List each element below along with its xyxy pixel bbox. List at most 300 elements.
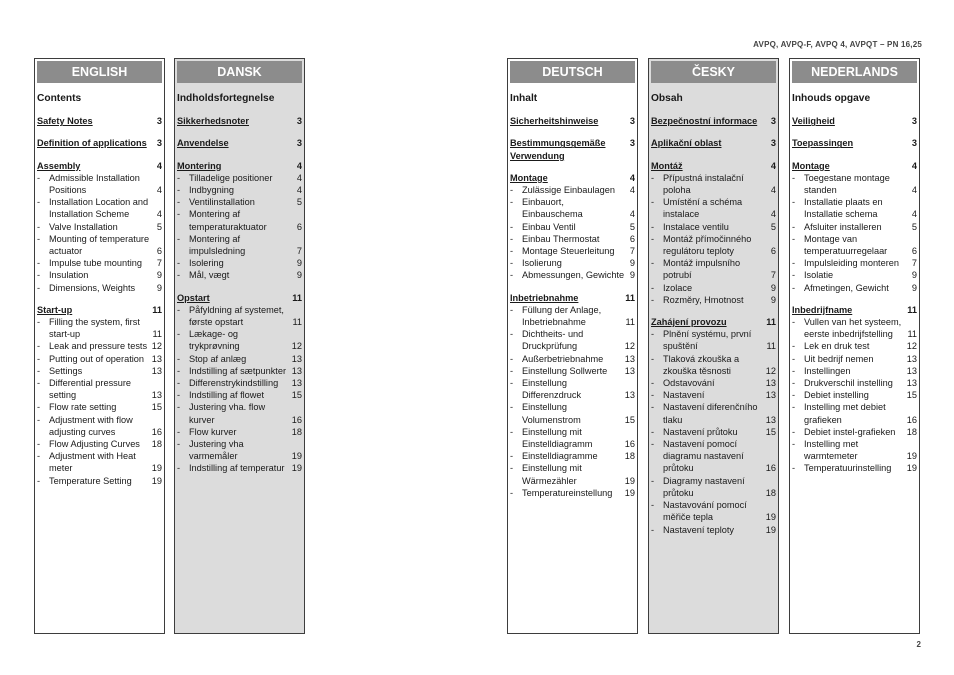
list-dash: -	[792, 317, 796, 328]
column-body	[175, 83, 304, 475]
toc-column-dansk	[174, 58, 305, 634]
toc-section	[37, 304, 162, 316]
column-heading: DEUTSCH	[510, 61, 635, 83]
column-body	[649, 83, 778, 536]
toc-item-page: 19	[624, 475, 635, 486]
toc-item-label: Impulsleiding monteren	[804, 258, 899, 269]
list-dash: -	[510, 270, 514, 281]
list-dash: -	[510, 426, 514, 437]
toc-column-nederlands	[789, 58, 920, 634]
toc-item-page: 12	[291, 341, 302, 352]
toc-item-label: Filling the system, first start-up	[49, 317, 140, 340]
toc-item	[792, 196, 917, 220]
toc-item	[792, 340, 917, 352]
list-dash: -	[510, 378, 514, 389]
list-dash: -	[177, 209, 181, 220]
list-dash: -	[37, 341, 41, 352]
page-number: 2	[916, 640, 921, 649]
list-dash: -	[651, 294, 655, 305]
toc-item	[651, 328, 776, 352]
list-dash: -	[37, 353, 41, 364]
toc-item-page: 13	[151, 365, 162, 376]
toc-item-label: Izolace	[663, 282, 693, 293]
section-spacer	[792, 127, 917, 137]
list-dash: -	[177, 304, 181, 315]
toc-section	[792, 115, 917, 127]
toc-section-page: 11	[292, 292, 302, 303]
toc-item-page: 12	[151, 341, 162, 352]
toc-section-page: 3	[156, 116, 162, 127]
toc-item-label: Einbau Ventil	[522, 221, 576, 232]
list-dash: -	[37, 258, 41, 269]
list-dash: -	[651, 329, 655, 340]
toc-section	[177, 160, 302, 172]
toc-item-label: Tilladelige positioner	[189, 172, 273, 183]
column-body	[790, 83, 919, 475]
toc-section-page: 11	[766, 317, 776, 328]
toc-item-label: Isolierung	[522, 258, 562, 269]
toc-item	[177, 353, 302, 365]
toc-section-label: Assembly	[37, 160, 81, 171]
toc-item-label: Plnění systému, první spuštění	[663, 329, 752, 352]
toc-item-label: Einstellung mit Wärmezähler	[522, 463, 582, 486]
list-dash: -	[510, 304, 514, 315]
toc-item-label: Mounting of temperature actuator	[49, 233, 150, 257]
list-dash: -	[651, 500, 655, 511]
list-dash: -	[651, 258, 655, 269]
toc-item-page: 11	[907, 329, 917, 340]
toc-item-page: 4	[629, 185, 635, 196]
toc-item-page: 4	[770, 185, 776, 196]
toc-item-page: 4	[629, 209, 635, 220]
list-dash: -	[510, 246, 514, 257]
list-dash: -	[792, 221, 796, 232]
list-dash: -	[177, 233, 181, 244]
toc-item-page: 11	[625, 317, 635, 328]
toc-item-page: 16	[291, 414, 302, 425]
toc-item-label: Abmessungen, Gewichte	[522, 270, 625, 281]
list-dash: -	[37, 317, 41, 328]
toc-section-label: Montage	[792, 160, 830, 171]
list-dash: -	[177, 365, 181, 376]
list-dash: -	[177, 390, 181, 401]
toc-item	[792, 233, 917, 257]
toc-item	[651, 294, 776, 306]
toc-item	[651, 353, 776, 377]
list-dash: -	[510, 402, 514, 413]
toc-item	[510, 221, 635, 233]
toc-item	[177, 389, 302, 401]
toc-item-page: 7	[296, 246, 302, 257]
toc-item-page: 9	[296, 258, 302, 269]
toc-item-label: Instellingen	[804, 365, 851, 376]
toc-item-label: Ventilinstallation	[189, 197, 255, 208]
toc-item	[651, 475, 776, 499]
toc-item-page: 5	[296, 197, 302, 208]
toc-item	[510, 401, 635, 425]
toc-item-page: 12	[765, 365, 776, 376]
toc-item-label: Montage Steuerleitung	[522, 246, 615, 257]
toc-item-page: 7	[629, 246, 635, 257]
toc-item-label: Justering vha varmemåler	[189, 439, 244, 462]
list-dash: -	[510, 258, 514, 269]
toc-item-page: 18	[624, 451, 635, 462]
toc-section	[177, 137, 302, 149]
toc-section-label: Bestimmungsgemäße Verwendung	[510, 138, 606, 161]
list-dash: -	[37, 451, 41, 462]
toc-item-page: 6	[770, 246, 776, 257]
toc-section-label: Definition of applications	[37, 138, 147, 149]
list-dash: -	[37, 172, 41, 183]
list-dash: -	[37, 270, 41, 281]
section-spacer	[792, 294, 917, 304]
toc-item-label: Flow rate setting	[49, 402, 117, 413]
toc-item	[37, 221, 162, 233]
list-dash: -	[792, 282, 796, 293]
list-dash: -	[37, 402, 41, 413]
column-heading: ENGLISH	[37, 61, 162, 83]
toc-item	[510, 269, 635, 281]
toc-item	[651, 401, 776, 425]
toc-item-page: 13	[906, 365, 917, 376]
list-dash: -	[510, 451, 514, 462]
toc-item-label: Füllung der Anlage, Inbetriebnahme	[522, 304, 602, 328]
toc-item-label: Insulation	[49, 270, 89, 281]
list-dash: -	[792, 341, 796, 352]
section-spacer	[177, 150, 302, 160]
toc-section-label: Opstart	[177, 292, 210, 303]
toc-item-label: Rozměry, Hmotnost	[663, 294, 744, 305]
toc-item-label: Stop af anlæg	[189, 353, 247, 364]
list-dash: -	[792, 270, 796, 281]
toc-section	[651, 137, 776, 149]
toc-item	[37, 316, 162, 340]
toc-item-page: 9	[296, 270, 302, 281]
toc-item-label: Diagramy nastavení průtoku	[663, 475, 745, 498]
toc-item	[37, 196, 162, 220]
list-dash: -	[792, 233, 796, 244]
toc-section-label: Anvendelse	[177, 138, 229, 149]
toc-title: Inhalt	[510, 93, 538, 104]
section-spacer	[177, 127, 302, 137]
list-dash: -	[510, 329, 514, 340]
toc-item-label: Settings	[49, 365, 83, 376]
toc-item-label: Einstellung Differenzdruck	[522, 378, 582, 401]
toc-column-cesky	[648, 58, 779, 634]
toc-item	[177, 304, 302, 328]
toc-section-label: Aplikační oblast	[651, 138, 722, 149]
toc-section-page: 3	[770, 116, 776, 127]
toc-item	[37, 340, 162, 352]
toc-item-label: Nastavení diferenčního tlaku	[663, 402, 758, 425]
toc-item-label: Montage van temperatuurregelaar	[804, 233, 888, 257]
toc-section-label: Montage	[510, 172, 548, 183]
toc-item-label: Isolatie	[804, 270, 834, 281]
list-dash: -	[792, 197, 796, 208]
toc-item-page: 9	[770, 294, 776, 305]
toc-section	[510, 137, 635, 161]
column-heading: DANSK	[177, 61, 302, 83]
toc-item-page: 13	[291, 365, 302, 376]
toc-item	[510, 184, 635, 196]
toc-item-label: Adjustment with Heat meter	[49, 451, 136, 474]
toc-item-page: 4	[156, 185, 162, 196]
toc-item-label: Einstellung Volumenstrom	[522, 402, 581, 425]
toc-item-label: Zulässige Einbaulagen	[522, 185, 615, 196]
list-dash: -	[651, 282, 655, 293]
list-dash: -	[177, 439, 181, 450]
toc-item-page: 19	[765, 524, 776, 535]
toc-item	[177, 462, 302, 474]
toc-item-page: 15	[624, 414, 635, 425]
toc-item-label: Temperatuurinstelling	[804, 463, 892, 474]
toc-item-label: Isolering	[189, 258, 224, 269]
toc-item-page: 15	[906, 390, 917, 401]
toc-item-label: Přípustná instalační poloha	[663, 172, 744, 196]
toc-item-label: Lækage- og trykprøvning	[189, 329, 240, 352]
toc-item-page: 6	[911, 246, 917, 257]
toc-item-page: 13	[765, 414, 776, 425]
toc-item-label: Umístění a schéma instalace	[663, 197, 743, 220]
toc-item-label: Dimensions, Weights	[49, 282, 136, 293]
toc-item	[177, 269, 302, 281]
toc-item	[510, 196, 635, 220]
list-dash: -	[177, 270, 181, 281]
toc-item	[37, 377, 162, 401]
toc-item	[37, 257, 162, 269]
toc-item-page: 9	[911, 270, 917, 281]
list-dash: -	[177, 426, 181, 437]
toc-title: Contents	[37, 93, 82, 104]
toc-item	[792, 401, 917, 425]
toc-item-page: 19	[906, 451, 917, 462]
toc-item	[37, 233, 162, 257]
toc-section-page: 4	[629, 172, 635, 183]
toc-item-label: Instelling met warmtemeter	[804, 439, 859, 462]
toc-item	[37, 172, 162, 196]
toc-item	[651, 282, 776, 294]
toc-item-page: 15	[765, 426, 776, 437]
toc-item-page: 18	[765, 487, 776, 498]
toc-item-label: Einstellung Sollwerte	[522, 365, 608, 376]
toc-item-label: Nastavení teploty	[663, 524, 734, 535]
toc-section-label: Sikkerhedsnoter	[177, 116, 249, 127]
toc-item-page: 13	[291, 353, 302, 364]
toc-section-page: 4	[911, 160, 917, 171]
toc-section	[177, 115, 302, 127]
list-dash: -	[651, 378, 655, 389]
toc-item-label: Uit bedrijf nemen	[804, 353, 874, 364]
section-spacer	[37, 294, 162, 304]
toc-item	[792, 257, 917, 269]
toc-item-page: 12	[906, 341, 917, 352]
list-dash: -	[651, 221, 655, 232]
toc-item	[510, 245, 635, 257]
list-dash: -	[651, 353, 655, 364]
toc-section	[510, 292, 635, 304]
list-dash: -	[792, 378, 796, 389]
column-heading: NEDERLANDS	[792, 61, 917, 83]
column-heading: ČESKY	[651, 61, 776, 83]
toc-item-label: Einbauort, Einbauschema	[522, 197, 583, 220]
toc-item	[651, 499, 776, 523]
toc-item	[792, 389, 917, 401]
list-dash: -	[651, 524, 655, 535]
toc-item-page: 19	[151, 463, 162, 474]
toc-item-page: 13	[151, 390, 162, 401]
toc-item	[792, 377, 917, 389]
toc-item-label: Differenstrykindstilling	[189, 378, 279, 389]
toc-section-label: Toepassingen	[792, 138, 854, 149]
toc-item-page: 19	[765, 512, 776, 523]
toc-item-label: Indstilling af temperatur	[189, 463, 285, 474]
section-spacer	[651, 127, 776, 137]
toc-item-page: 13	[765, 390, 776, 401]
toc-section-page: 3	[629, 116, 635, 127]
toc-section	[651, 115, 776, 127]
list-dash: -	[510, 463, 514, 474]
toc-item-label: Außerbetriebnahme	[522, 353, 604, 364]
toc-item-page: 18	[151, 439, 162, 450]
list-dash: -	[510, 487, 514, 498]
list-dash: -	[37, 221, 41, 232]
list-dash: -	[651, 197, 655, 208]
toc-item-page: 9	[156, 270, 162, 281]
list-dash: -	[37, 378, 41, 389]
list-dash: -	[37, 475, 41, 486]
toc-item	[651, 524, 776, 536]
toc-item-label: Montering af impulsledning	[189, 233, 246, 257]
toc-item-label: Flow kurver	[189, 426, 237, 437]
toc-section-page: 11	[152, 304, 162, 315]
toc-item-page: 13	[291, 378, 302, 389]
toc-section	[792, 160, 917, 172]
toc-item-page: 13	[624, 390, 635, 401]
toc-section	[510, 172, 635, 184]
toc-item-label: Adjustment with flow adjusting curves	[49, 414, 133, 437]
toc-item-page: 7	[156, 258, 162, 269]
toc-item	[651, 438, 776, 475]
list-dash: -	[177, 197, 181, 208]
toc-section	[792, 304, 917, 316]
toc-item-label: Einbau Thermostat	[522, 233, 600, 244]
list-dash: -	[177, 329, 181, 340]
toc-item-label: Installatie plaats en Installatie schema	[804, 197, 883, 220]
toc-item	[651, 196, 776, 220]
toc-item-label: Instalace ventilu	[663, 221, 729, 232]
toc-item-label: Valve Installation	[49, 221, 118, 232]
toc-item	[651, 233, 776, 257]
toc-item-page: 5	[156, 221, 162, 232]
list-dash: -	[177, 402, 181, 413]
toc-item-page: 13	[906, 353, 917, 364]
toc-title: Inhouds opgave	[792, 93, 871, 104]
toc-item	[177, 377, 302, 389]
toc-item-label: Montering af temperaturaktuator	[189, 209, 267, 232]
list-dash: -	[792, 426, 796, 437]
list-dash: -	[792, 365, 796, 376]
toc-item	[510, 233, 635, 245]
list-dash: -	[37, 365, 41, 376]
list-dash: -	[792, 463, 796, 474]
toc-item-page: 6	[296, 221, 302, 232]
list-dash: -	[651, 475, 655, 486]
toc-section	[651, 316, 776, 328]
toc-item	[792, 353, 917, 365]
toc-section-page: 4	[296, 160, 302, 171]
toc-item-label: Afsluiter installeren	[804, 221, 882, 232]
toc-item-label: Montáž impulsního potrubí	[663, 258, 741, 281]
toc-item	[510, 365, 635, 377]
toc-item-page: 16	[151, 426, 162, 437]
toc-item-page: 18	[906, 426, 917, 437]
list-dash: -	[651, 390, 655, 401]
section-spacer	[510, 282, 635, 292]
toc-item-page: 4	[911, 209, 917, 220]
list-dash: -	[177, 353, 181, 364]
toc-item	[37, 475, 162, 487]
toc-item-page: 13	[624, 365, 635, 376]
section-spacer	[651, 306, 776, 316]
toc-section-page: 3	[911, 116, 917, 127]
list-dash: -	[177, 258, 181, 269]
toc-item-page: 5	[911, 221, 917, 232]
toc-item-label: Afmetingen, Gewicht	[804, 282, 889, 293]
toc-item-page: 19	[624, 487, 635, 498]
list-dash: -	[510, 233, 514, 244]
toc-column-deutsch	[507, 58, 638, 634]
column-body	[35, 83, 164, 487]
toc-item-page: 9	[629, 270, 635, 281]
toc-item-page: 15	[291, 390, 302, 401]
toc-item	[510, 450, 635, 462]
toc-item	[651, 426, 776, 438]
toc-item-label: Nastavení pomocí diagramu nastavení průtoku	[663, 439, 744, 474]
toc-section	[651, 160, 776, 172]
document-header: AVPQ, AVPQ-F, AVPQ 4, AVPQT – PN 16,25	[753, 40, 922, 49]
toc-section-page: 3	[156, 138, 162, 149]
toc-section-label: Montering	[177, 160, 222, 171]
toc-section-label: Zahájení provozu	[651, 317, 727, 328]
toc-item	[510, 328, 635, 352]
toc-title: Obsah	[651, 93, 683, 104]
toc-item-label: Montáž přímočinného regulátoru teploty	[663, 233, 752, 257]
toc-section	[510, 115, 635, 127]
toc-item-label: Drukverschil instelling	[804, 378, 893, 389]
toc-section-page: 11	[907, 304, 917, 315]
toc-section-page: 3	[911, 138, 917, 149]
list-dash: -	[37, 233, 41, 244]
list-dash: -	[651, 439, 655, 450]
toc-item-page: 15	[151, 402, 162, 413]
section-spacer	[37, 127, 162, 137]
list-dash: -	[651, 233, 655, 244]
toc-item-page: 18	[291, 426, 302, 437]
toc-item-page: 5	[629, 221, 635, 232]
section-spacer	[510, 127, 635, 137]
toc-section-page: 3	[296, 116, 302, 127]
toc-item	[792, 365, 917, 377]
list-dash: -	[792, 439, 796, 450]
toc-item	[510, 304, 635, 328]
toc-item	[792, 316, 917, 340]
toc-section-page: 11	[625, 292, 635, 303]
toc-item-page: 4	[156, 209, 162, 220]
toc-item	[37, 438, 162, 450]
toc-item	[792, 172, 917, 196]
list-dash: -	[37, 414, 41, 425]
section-spacer	[37, 150, 162, 160]
